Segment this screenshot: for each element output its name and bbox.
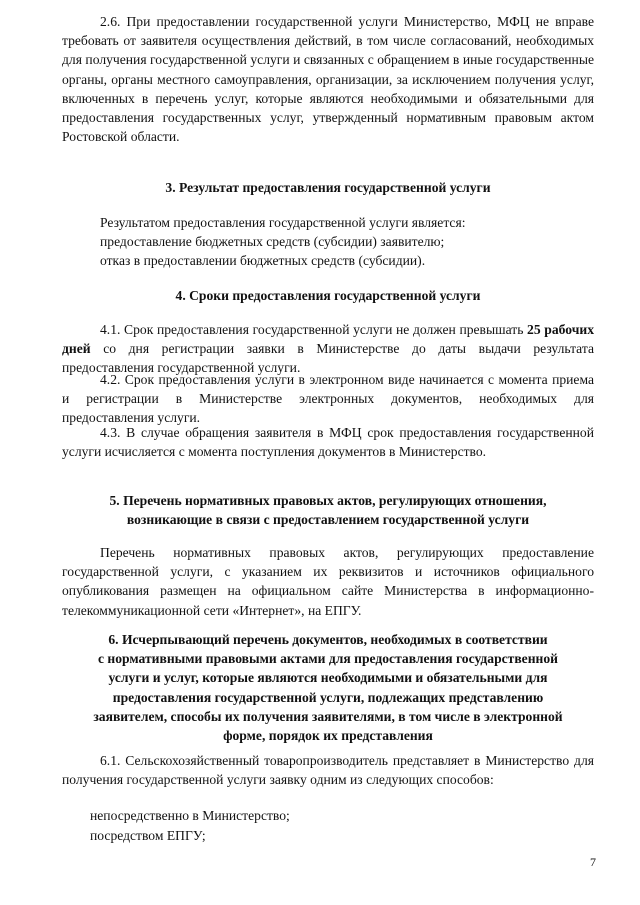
result-item-grant: предоставление бюджетных средств (субсидии) заявителю; bbox=[100, 234, 445, 249]
paragraph-4-1-end: со дня регистрации заявки в Министерстве до даты выдачи результата предоставления государственной услуги. bbox=[62, 341, 594, 376]
result-intro: Результатом предоставления государственной услуги является: bbox=[100, 215, 466, 230]
paragraph-4-1-start: 4.1. Срок предоставления государственной услуги не должен превышать bbox=[100, 322, 528, 337]
paragraph-4-3: 4.3. В случае обращения заявителя в МФЦ срок предоставления государственной услуги исчисляется с момента поступления документов в Министерство. bbox=[62, 425, 594, 460]
section-5-heading-line-1: 5. Перечень нормативных правовых актов, регулирующих отношения, bbox=[109, 493, 547, 508]
section-5-heading-line-2: возникающие в связи с предоставлением государственной услуги bbox=[126, 512, 530, 528]
section-5-heading bbox=[62, 491, 594, 529]
paragraph-6-1: 6.1. Сельскохозяйственный товаропроизводитель представляет в Министерство для получения государственной услуги заявку одним из следующих способов: bbox=[62, 753, 594, 788]
section-6-heading-line-6: форме, порядок их представления bbox=[223, 728, 433, 744]
page-number: 7 bbox=[590, 855, 596, 869]
result-item-refusal: отказ в предоставлении бюджетных средств (субсидии). bbox=[100, 253, 426, 268]
section-6-heading-line-2: с нормативными правовыми актами для предоставления государственной bbox=[97, 651, 559, 667]
paragraph-4-1 bbox=[62, 320, 594, 378]
paragraph-4-2: 4.2. Срок предоставления услуги в электронном виде начинается с момента приема и регистрации в Министерстве электронных документов, необходимых для предоставления услуги. bbox=[62, 372, 594, 426]
paragraph-2-6: 2.6. При предоставлении государственной услуги Министерство, МФЦ не вправе требовать от заявителя осуществления действий, в том числе согласований, необходимых для получения государственной услуги и связанных с обращением в иные государственные органы, органы местного самоуправления, организации, за исключением получения услуг, включенных в перечень услуг, которые являются необходимыми и обязательными для предоставления государственных услуг, утвержденный нормативным правовым актом Ростовской области. bbox=[62, 14, 594, 145]
section-3-heading: 3. Результат предоставления государственной услуги bbox=[165, 180, 491, 195]
section-6-heading-line-5: заявителем, способы их получения заявителями, в том числе в электронной bbox=[93, 708, 563, 724]
submission-way-direct: непосредственно в Министерство; bbox=[90, 808, 290, 823]
submission-way-epgu: посредством ЕПГУ; bbox=[90, 828, 206, 843]
section-6-heading-line-1: 6. Исчерпывающий перечень документов, необходимых в соответствии bbox=[108, 632, 548, 647]
deadline-days: 25 рабочих дней bbox=[62, 322, 594, 357]
section-4-heading: 4. Сроки предоставления государственной услуги bbox=[175, 288, 481, 303]
paragraph-5: Перечень нормативных правовых актов, регулирующих предоставление государственной услуги, с указанием их реквизитов и источников официального опубликования размещен на официальном сайте Министерства в информационно-телекоммуникационной сети «Интернет», на ЕПГУ. bbox=[62, 545, 594, 618]
section-6-heading-line-4: предоставления государственной услуги, подлежащих представлению bbox=[112, 689, 544, 705]
section-6-heading bbox=[62, 630, 594, 745]
section-6-heading-line-3: услуги и услуг, которые являются необходимыми и обязательными для bbox=[108, 670, 548, 686]
